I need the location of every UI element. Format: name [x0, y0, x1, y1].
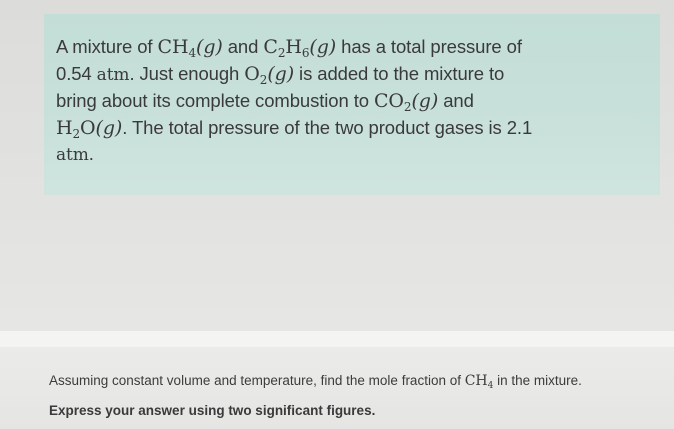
problem-text-segment: is added to the mixture to: [294, 62, 505, 84]
pressure-unit: atm: [96, 64, 130, 85]
gas-state-label: (g): [95, 116, 123, 139]
pressure-value: 0.54: [56, 62, 97, 84]
problem-text-segment: . The total pressure of the two product gases is 2.1: [122, 116, 533, 138]
h2o-formula: $H_2O$: [56, 116, 96, 141]
problem-text-segment: A mixture of: [56, 36, 158, 57]
problem-text-segment: and: [438, 90, 474, 111]
gas-state-label: (g): [267, 62, 295, 85]
ch4-formula: $CH_4$: [464, 373, 494, 391]
problem-text-segment: bring about its complete combustion to: [56, 90, 374, 111]
c2h6-formula: $C_2H_6$: [263, 36, 310, 60]
problem-text-segment: and: [222, 36, 264, 57]
problem-text-segment: .: [88, 143, 94, 164]
gas-state-label: (g): [411, 90, 439, 112]
co2-formula: $CO_2$: [373, 90, 412, 114]
o2-formula: $O_2$: [244, 62, 268, 87]
problem-statement: [56, 34, 646, 169]
question-prompt: Assuming constant volume and temperature, find the mole fraction of $CH_4$ in the mixture.: [49, 373, 582, 391]
pressure-unit: atm: [56, 145, 89, 165]
page-divider: [0, 331, 674, 347]
answer-instruction: Express your answer using two significant figures.: [49, 403, 376, 418]
problem-text-segment: . Just enough: [129, 62, 245, 84]
problem-text-segment: has a total pressure of: [336, 36, 522, 57]
gas-state-label: (g): [309, 36, 337, 58]
ch4-formula: $CH_4$: [157, 36, 196, 60]
gas-state-label: (g): [196, 36, 223, 58]
